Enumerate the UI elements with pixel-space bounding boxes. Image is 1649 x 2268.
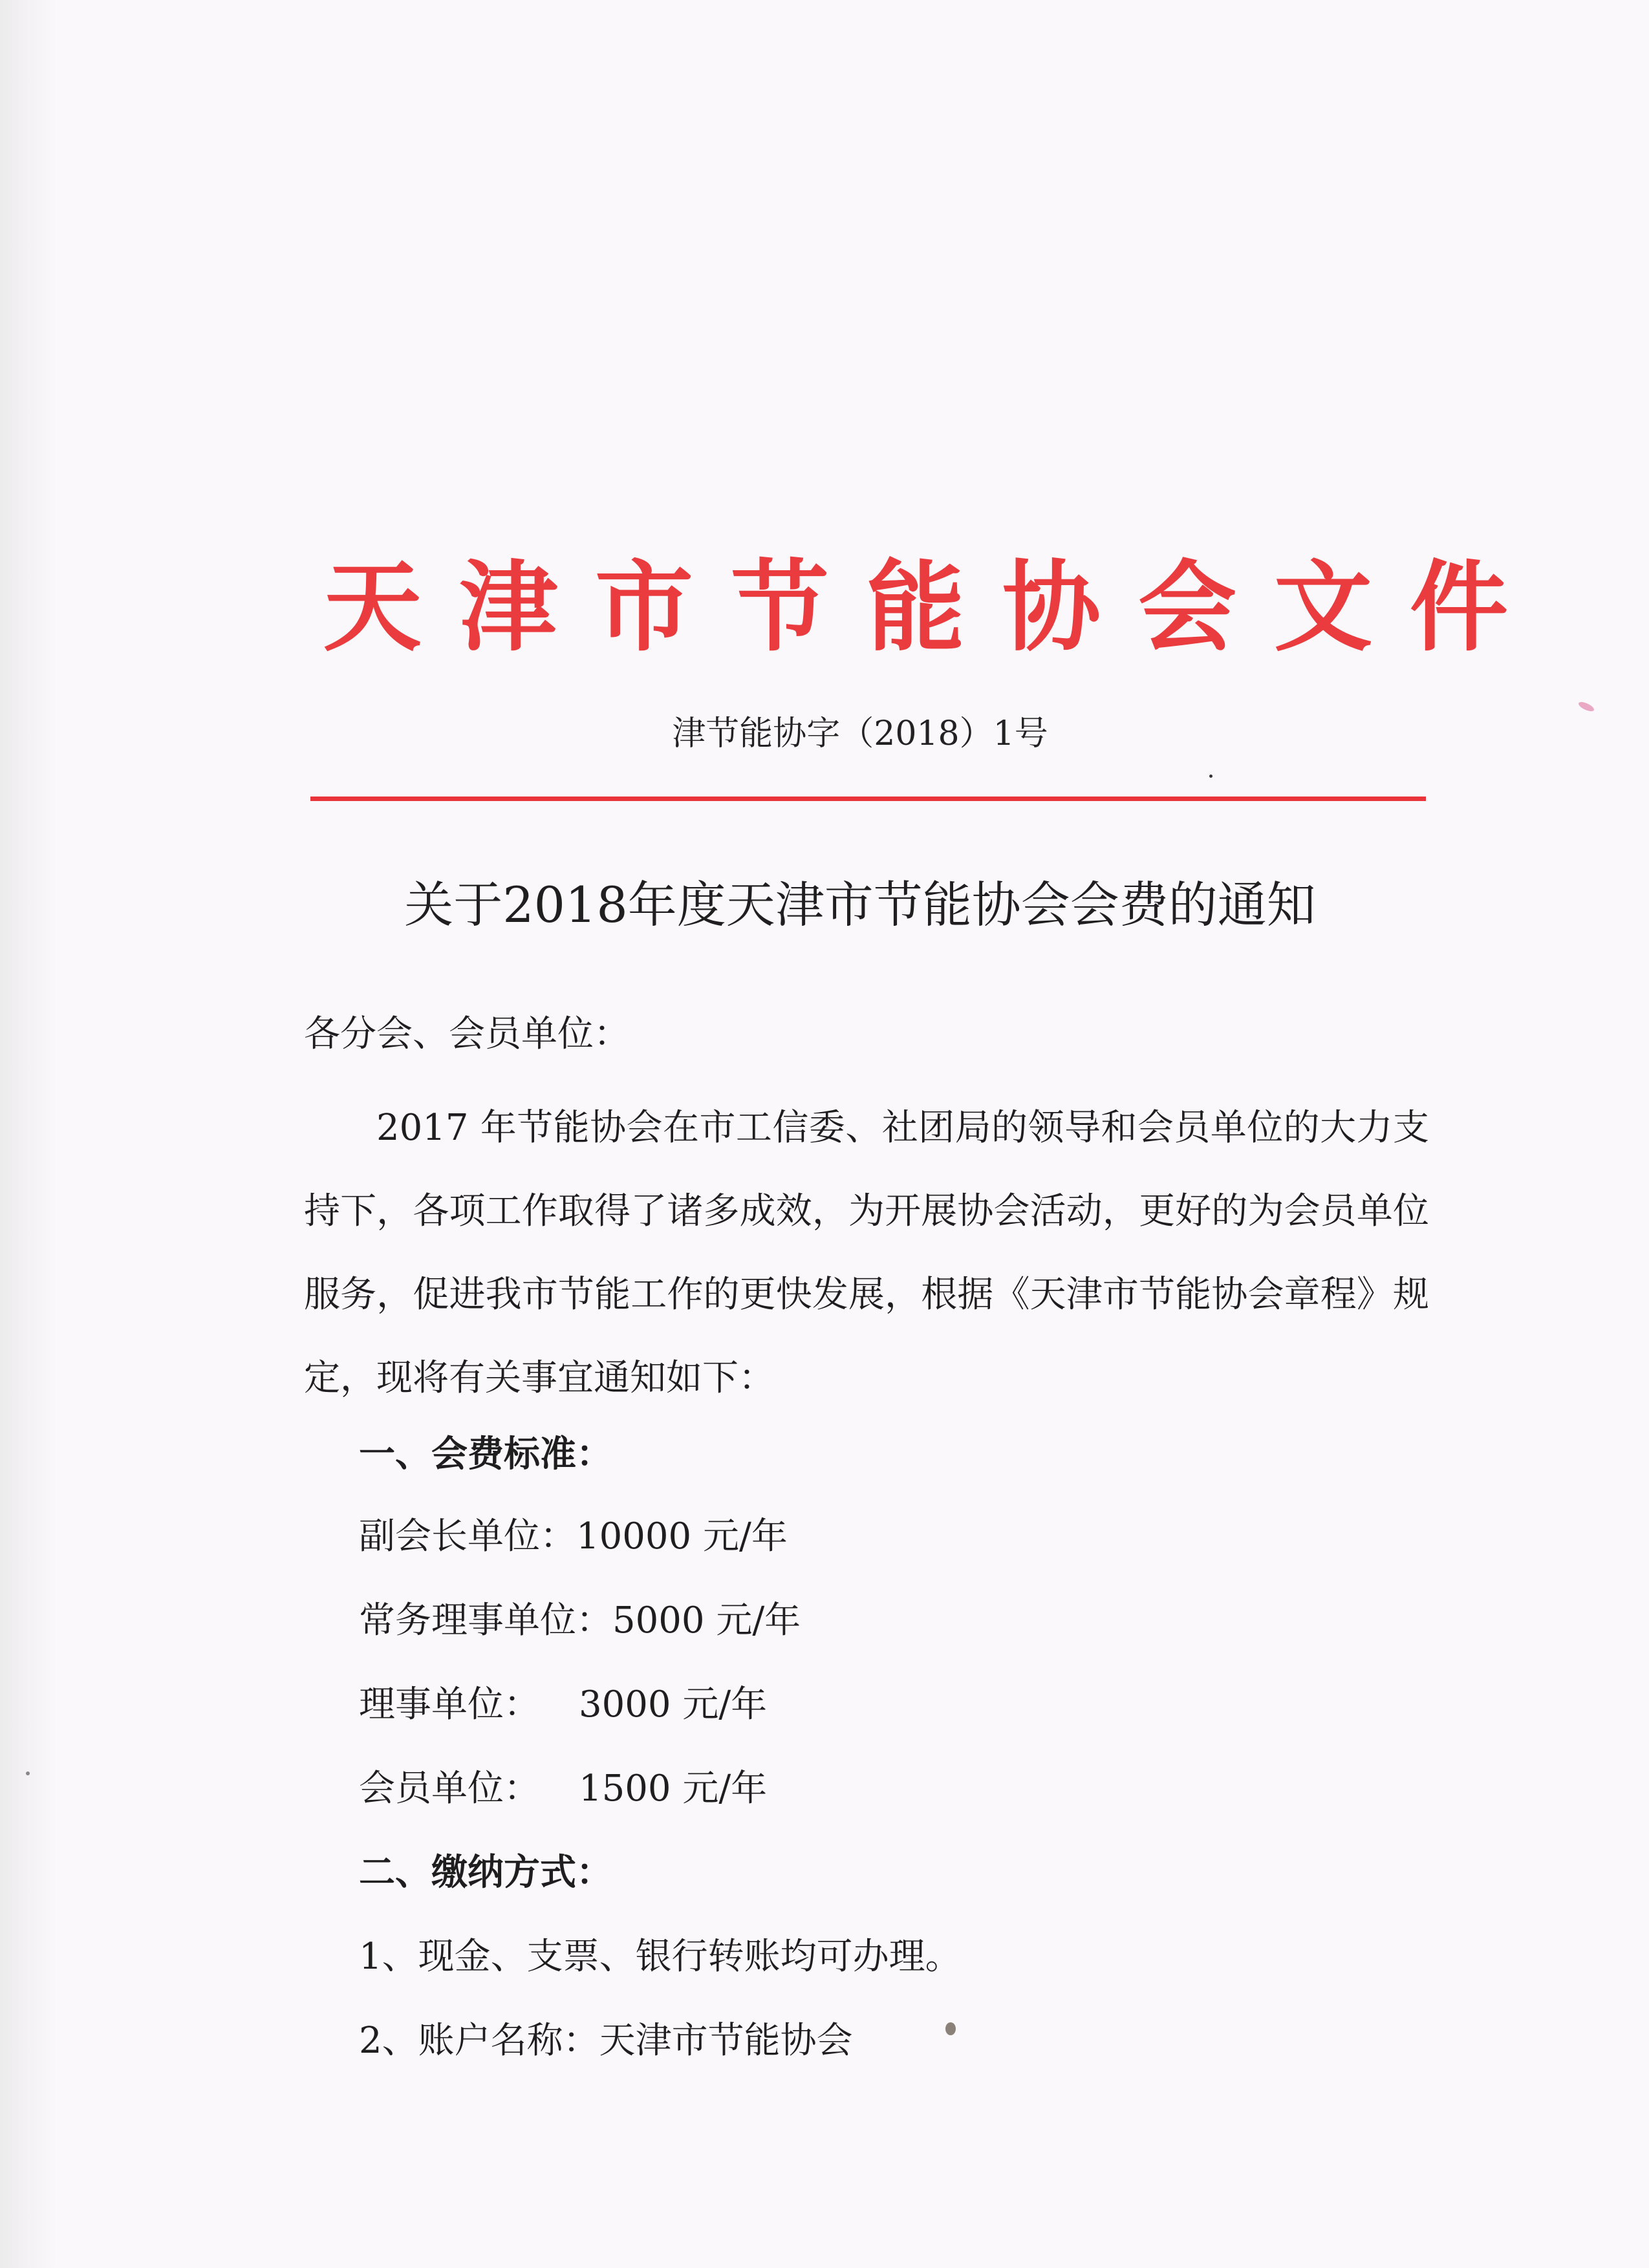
fee-item-label: 副会长单位： bbox=[359, 1515, 576, 1557]
scan-speck bbox=[945, 2022, 956, 2035]
fee-item bbox=[359, 1760, 767, 1818]
fee-item bbox=[359, 1676, 767, 1734]
intro-paragraph: 2017 年节能协会在市工信委、社团局的领导和会员单位的大力支持下，各项工作取得了诸多成效，为开展协会活动，更好的为会员单位服务，促进我市节能工作的更快发展，根据《天津市节能协会章程》规定，现将有关事宜通知如下： bbox=[304, 1107, 1429, 1399]
org-document-title: 天津市节能协会文件 bbox=[323, 550, 1546, 665]
payment-heading: 二、缴纳方式： bbox=[359, 1852, 612, 1894]
fee-item bbox=[359, 1592, 801, 1650]
payment-item: 1、现金、支票、银行转账均可办理。 bbox=[359, 1936, 962, 1978]
fee-item-value: 10000 元/年 bbox=[576, 1515, 788, 1557]
document-number: 津节能协字（2018）1号 bbox=[672, 714, 1048, 753]
fee-standard-heading: 一、会费标准： bbox=[359, 1433, 612, 1475]
notice-title: 关于2018年度天津市节能协会会费的通知 bbox=[404, 876, 1316, 934]
red-separator-line bbox=[310, 797, 1426, 801]
fee-item-value: 3000 元/年 bbox=[579, 1684, 768, 1726]
fee-item bbox=[359, 1508, 788, 1566]
fee-item-value: 1500 元/年 bbox=[579, 1768, 768, 1810]
fee-item-label: 常务理事单位： bbox=[359, 1599, 612, 1642]
scan-speck bbox=[26, 1771, 30, 1775]
salutation: 各分会、会员单位： bbox=[304, 1013, 630, 1055]
fee-item-label: 会员单位： bbox=[359, 1768, 540, 1810]
payment-item: 2、账户名称：天津市节能协会 bbox=[359, 2020, 853, 2062]
scan-speck bbox=[1209, 775, 1212, 778]
fee-item-label: 理事单位： bbox=[359, 1684, 540, 1726]
fee-item-value: 5000 元/年 bbox=[612, 1599, 801, 1642]
